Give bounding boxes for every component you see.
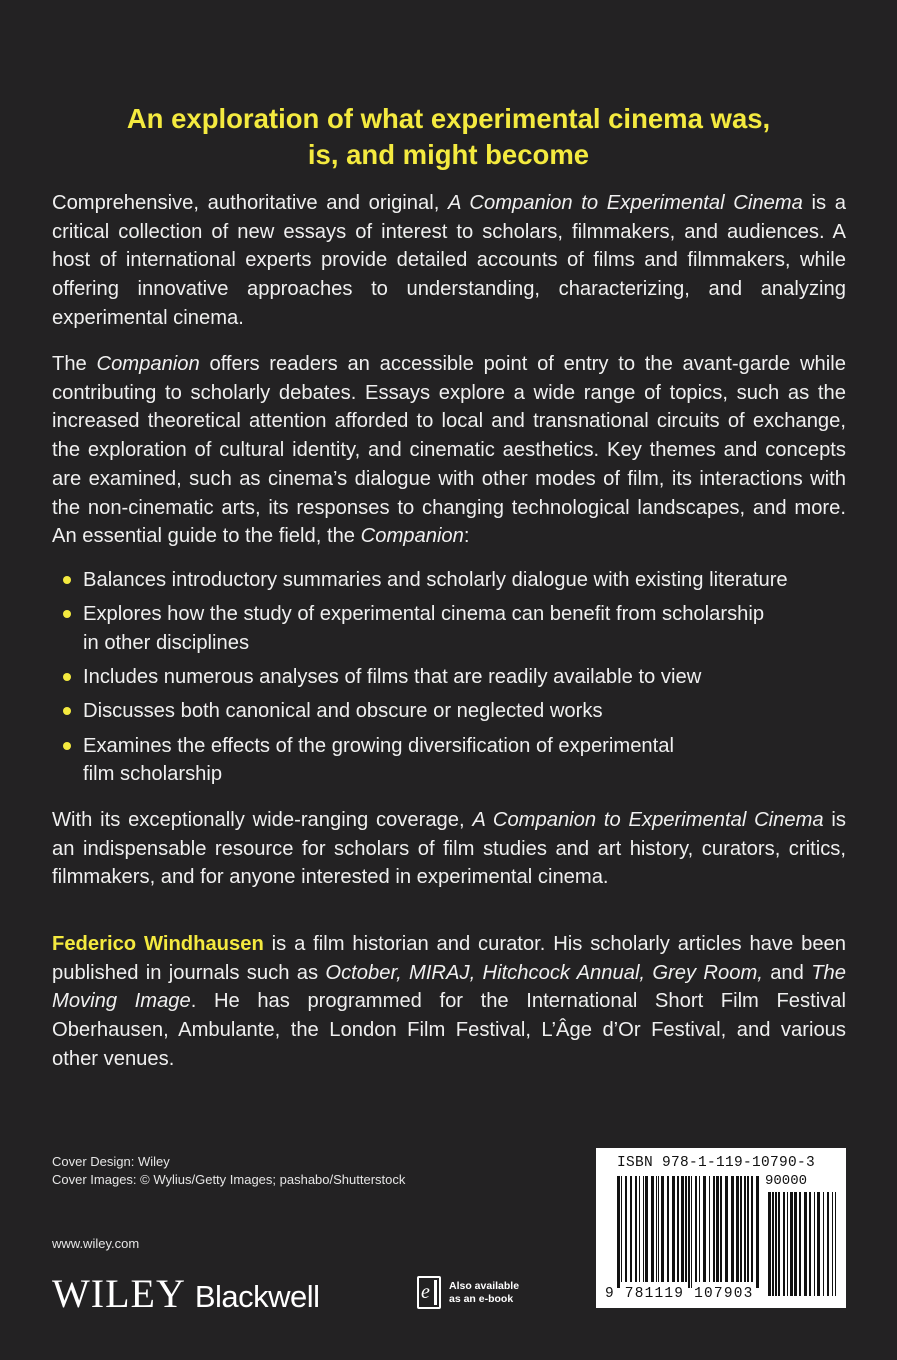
barcode-bar <box>667 1176 669 1282</box>
barcode-bar <box>709 1176 710 1282</box>
ebook-badge <box>417 1276 519 1309</box>
barcode-bar <box>804 1192 807 1296</box>
feature-list <box>52 566 846 794</box>
barcode-digits: 9 781119 107903 <box>605 1286 754 1302</box>
barcode-bar <box>747 1176 749 1282</box>
p2-end: : <box>463 525 470 548</box>
feature-item <box>52 732 846 789</box>
barcode-bar <box>725 1176 728 1282</box>
barcode-bar <box>744 1176 746 1282</box>
barcode-bar <box>809 1192 811 1296</box>
feature-text-cont: in other disciplines <box>83 631 250 654</box>
isbn-number: ISBN 978-1-119-10790-3 <box>617 1155 816 1171</box>
feature-item <box>52 697 846 726</box>
barcode-bar <box>751 1176 753 1282</box>
barcode-bar <box>625 1176 627 1282</box>
barcode-bar <box>713 1176 715 1282</box>
ebook-icon-spine <box>434 1280 437 1305</box>
headline <box>60 101 837 173</box>
barcode-bar <box>617 1176 620 1288</box>
barcode-bar <box>672 1176 675 1282</box>
barcode-bar <box>639 1176 640 1282</box>
bullet-icon <box>63 610 71 618</box>
bio-journal-last: The Moving Image <box>52 961 847 1013</box>
barcode-bar <box>794 1192 797 1296</box>
barcode-bar <box>699 1176 700 1282</box>
feature-text: Includes numerous analyses of films that are readily available to view <box>83 666 702 689</box>
cover-design-credit: Cover Design: Wiley <box>52 1154 170 1169</box>
bullet-icon <box>63 742 71 750</box>
barcode-bar <box>691 1176 692 1288</box>
barcode-bar <box>656 1176 657 1282</box>
cover-credits <box>52 1153 405 1189</box>
bio-text-1: is a film historian and curator. His scholarly articles have been published in journals such as <box>52 933 846 984</box>
barcode-bar <box>790 1192 793 1296</box>
barcode-bar <box>695 1176 697 1282</box>
barcode-bar <box>740 1176 742 1282</box>
ebook-label <box>449 1280 519 1306</box>
barcode-bar <box>645 1176 648 1282</box>
barcode-bar <box>635 1176 637 1282</box>
description-paragraph-1 <box>52 189 846 333</box>
bio-journals: October, MIRAJ, Hitchcock Annual, Grey Room, <box>325 961 763 984</box>
p2-companion-2: Companion <box>360 525 464 548</box>
barcode-bar <box>677 1176 679 1282</box>
barcode-bar <box>772 1192 774 1296</box>
p3-rest: is an indispensable resource for scholars of film studies and art history, curators, critics, filmmakers, and for anyone interested in experimental cinema. <box>52 809 847 889</box>
feature-item <box>52 566 846 595</box>
barcode-bar <box>703 1176 706 1282</box>
barcode-bar <box>688 1176 690 1288</box>
feature-text: Discusses both canonical and obscure or neglected works <box>83 700 603 723</box>
barcode-bar <box>661 1176 664 1282</box>
barcode-bar <box>823 1192 824 1296</box>
barcode-bar <box>716 1176 719 1282</box>
barcode-bar <box>827 1192 829 1296</box>
barcode-bar <box>787 1192 788 1296</box>
barcode-bar <box>731 1176 734 1282</box>
headline-line-1: An exploration of what experimental cinema was, <box>126 103 771 134</box>
barcode-bar <box>756 1176 759 1288</box>
barcode-bar <box>720 1176 722 1282</box>
feature-item <box>52 663 846 692</box>
barcode-bars <box>596 1148 846 1308</box>
barcode-bar <box>621 1176 622 1282</box>
p3-lead: With its exceptionally wide-ranging coverage, <box>52 809 473 831</box>
barcode-bar <box>778 1192 780 1296</box>
barcode-bar <box>775 1192 777 1296</box>
barcode-bar <box>835 1192 836 1296</box>
isbn-barcode <box>596 1148 846 1308</box>
author-name: Federico Windhausen <box>52 933 264 955</box>
publisher-website: www.wiley.com <box>52 1236 140 1251</box>
ebook-icon <box>417 1276 441 1309</box>
barcode-bar <box>783 1192 785 1296</box>
barcode-bar <box>651 1176 654 1282</box>
barcode-bar <box>685 1176 687 1282</box>
feature-text: Explores how the study of experimental cinema can benefit from scholarship <box>83 603 765 626</box>
bullet-icon <box>63 707 71 715</box>
blackwell-wordmark: Blackwell <box>194 1279 320 1314</box>
price-addon: 90000 <box>765 1173 808 1189</box>
bullet-icon <box>63 576 71 584</box>
feature-text-cont: film scholarship <box>83 763 223 786</box>
p1-book-title: A Companion to Experimental Cinema <box>448 192 803 214</box>
barcode-bar <box>799 1192 801 1296</box>
p2-middle: offers readers an accessible point of entry to the avant-garde while contributing to scholarly debates. Essays explore a wide range of topics, such as the increased theoretical attention afforded to local and transnational circuits of exchange, the exploration of cultural identity, and cinematic aesthetics. Key themes and concepts are examined, such as cinema’s dialogue with other modes of film, its interactions with the non-cinematic arts, its responses to changing technological landscapes, and more. An essential guide to the field, the <box>52 353 846 548</box>
bullet-icon <box>63 673 71 681</box>
cover-images-credit: Cover Images: © Wylius/Getty Images; pashabo/Shutterstock <box>52 1172 406 1187</box>
ebook-label-line-2: as an e-book <box>449 1292 514 1305</box>
description-paragraph-2 <box>52 350 846 551</box>
p2-companion: Companion <box>96 353 200 375</box>
bio-text-3: . He has programmed for the International Short Film Festival Oberhausen, Ambulante, the London Film Festival, L’Âge d’Or Festival, and various other venues. <box>52 990 846 1070</box>
author-bio <box>52 930 846 1074</box>
headline-line-2: is, and might become <box>307 139 590 170</box>
description-paragraph-3 <box>52 806 846 892</box>
barcode-bar <box>643 1176 644 1282</box>
barcode-bar <box>736 1176 739 1282</box>
feature-text: Balances introductory summaries and scholarly dialogue with existing literature <box>83 569 788 591</box>
p1-rest: is a critical collection of new essays of interest to scholars, filmmakers, and audiences. A host of international experts provide detailed accounts of films and filmmakers, while offering innovative approaches to understanding, characterizing, and analyzing experimental cinema. <box>52 192 846 329</box>
p2-lead: The <box>52 353 97 375</box>
p1-lead: Comprehensive, authoritative and original, <box>52 192 449 214</box>
ebook-label-line-1: Also available <box>449 1279 520 1292</box>
barcode-bar <box>832 1192 833 1296</box>
publisher-logo <box>52 1270 320 1314</box>
feature-item <box>52 600 846 657</box>
barcode-bar <box>817 1192 820 1296</box>
barcode-bar <box>658 1176 659 1282</box>
barcode-bar <box>681 1176 684 1282</box>
wiley-wordmark: WILEY <box>52 1271 186 1316</box>
barcode-bar <box>768 1192 771 1296</box>
ebook-icon-letter: e <box>421 1281 430 1303</box>
barcode-bar <box>814 1192 815 1296</box>
barcode-bar <box>630 1176 632 1282</box>
p3-book-title: A Companion to Experimental Cinema <box>472 809 824 831</box>
feature-text: Examines the effects of the growing diversification of experimental <box>83 734 674 757</box>
bio-text-2: and <box>762 961 812 984</box>
